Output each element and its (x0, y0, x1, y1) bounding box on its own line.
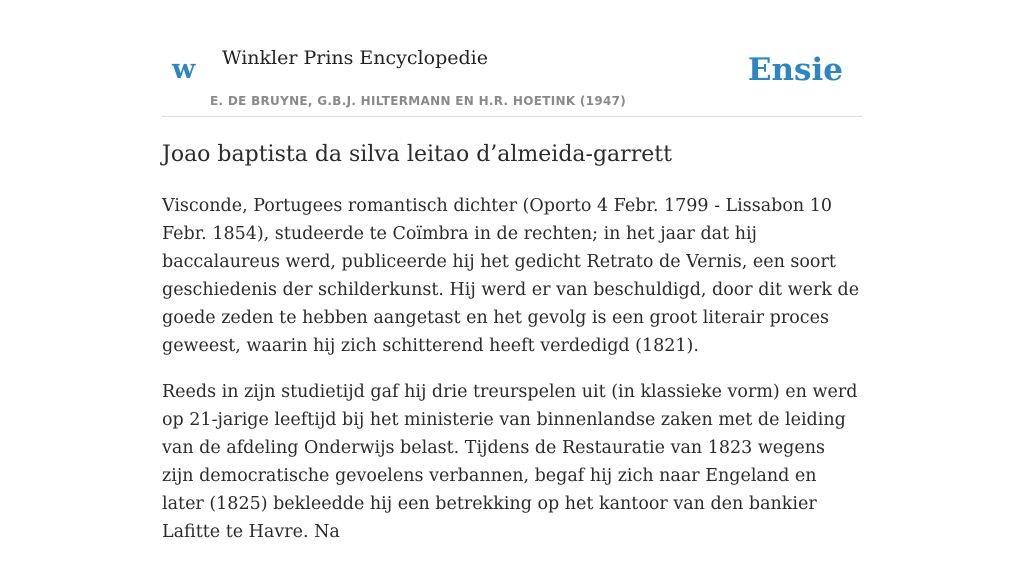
article-paragraph: Visconde, Portugees romantisch dichter (Oporto 4 Febr. 1799 - Lissabon 10 Febr. 1854), studeerde te Coïmbra in de rechten; in het jaar dat hij baccalaureus werd, publiceerde hij het gedicht Retrato de Vernis, een soort geschiedenis der schilderkunst. Hij werd er van beschuldigd, door dit werk de goede zeden te hebben aangetast en het gevolg is een groot literair proces geweest, waarin hij zich schitterend heeft verdedigd (1821). (162, 196, 860, 356)
article-title: Joao baptista da silva leitao d’almeida-garrett (162, 142, 672, 167)
article-page (162, 0, 862, 542)
site-title-link[interactable]: Winkler Prins Encyclopedie (222, 47, 488, 69)
site-header (162, 0, 862, 117)
authors-credit: E. DE BRUYNE, G.B.J. HILTERMANN EN H.R. HOETINK (1947) (210, 94, 627, 108)
article-paragraph: Reeds in zijn studietijd gaf hij drie treurspelen uit (in klassieke vorm) en werd op 21-jarige leeftijd bij het ministerie van binnenlandse zaken met de leiding van de afdeling Onderwijs belast. Tijdens de Restauratie van 1823 wegens zijn democratische gevoelens verbannen, begaf hij zich naar Engeland en later (1825) bekleedde hij een betrekking op het kantoor van den bankier Lafitte te Havre. Na (162, 382, 858, 542)
ensie-logo-link[interactable]: Ensie (747, 52, 843, 88)
winkler-prins-logo[interactable]: w (172, 54, 196, 85)
article-body (162, 192, 862, 564)
